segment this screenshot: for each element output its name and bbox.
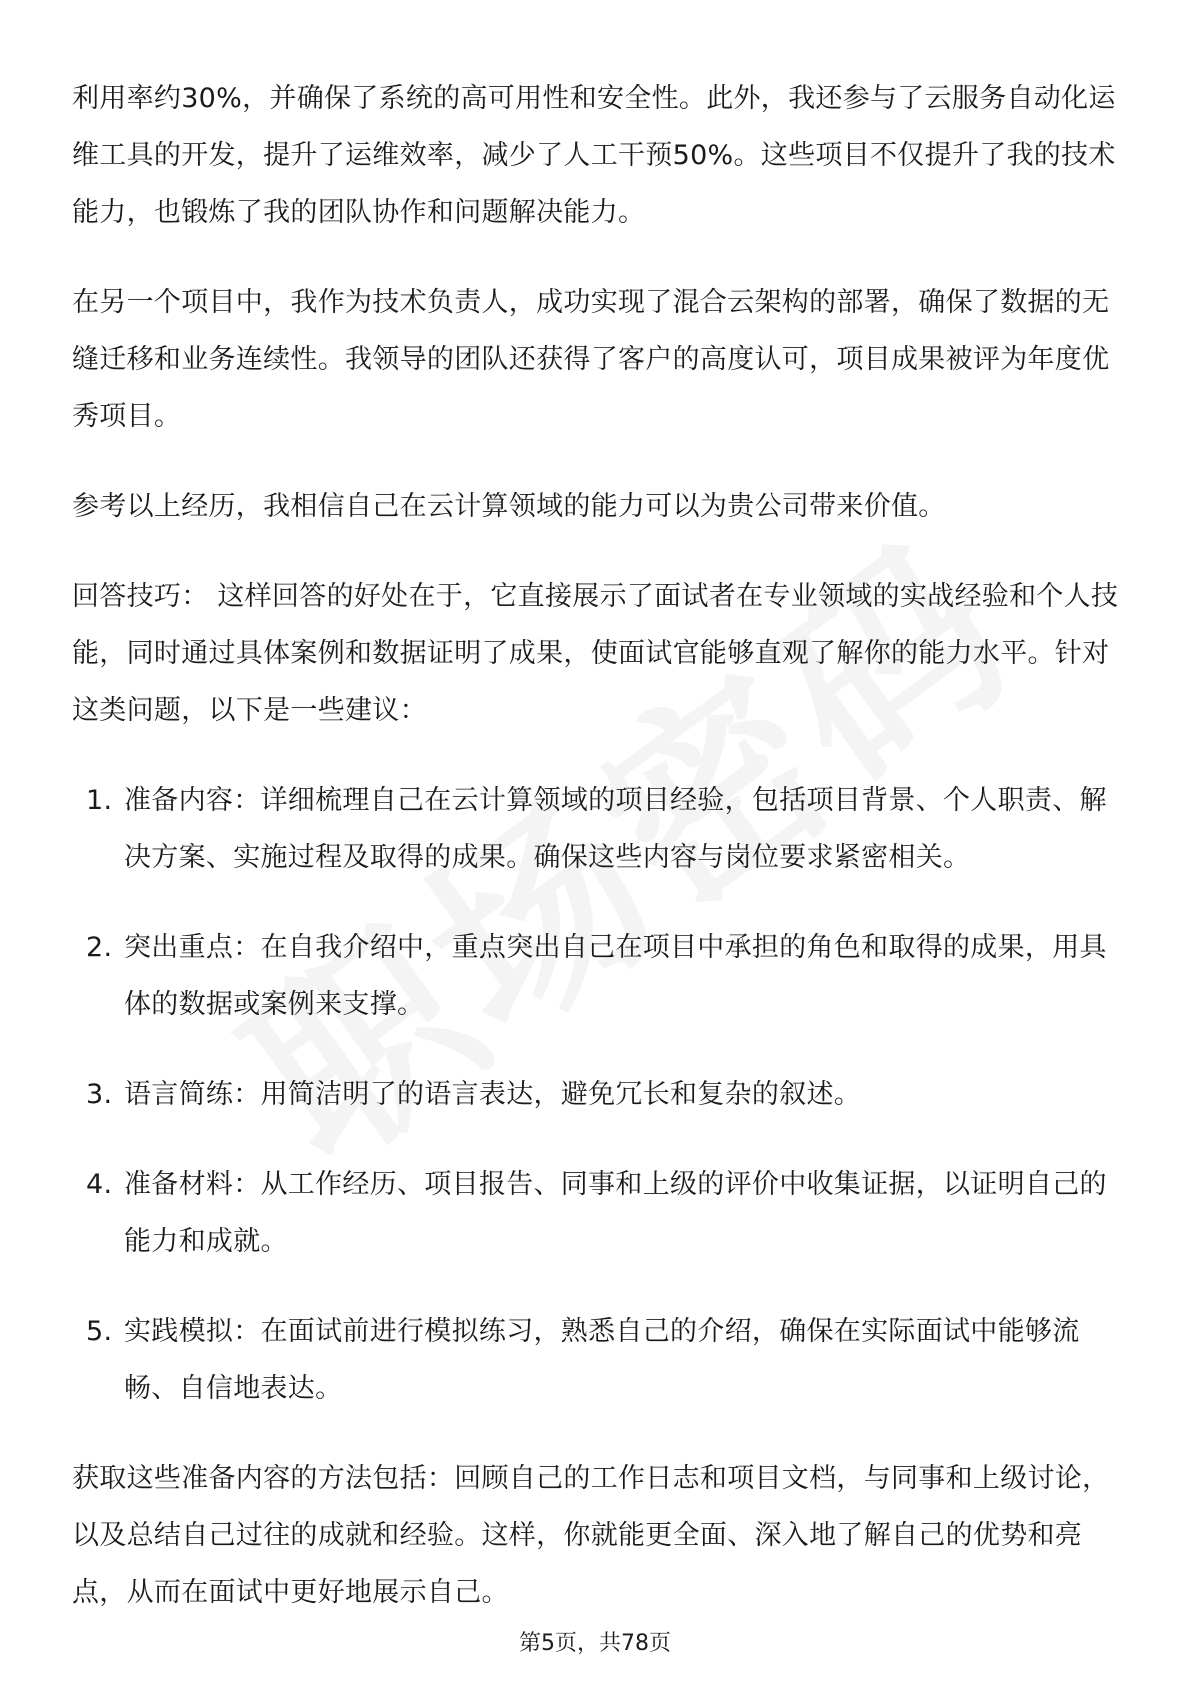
list-item [72,1156,1120,1270]
page-content [72,70,1120,1654]
list-number: 1. [86,785,113,816]
list-text: 突出重点：在自我介绍中，重点突出自己在项目中承担的角色和取得的成果，用具体的数据或案例来支撑。 [124,932,1107,1020]
list-item [72,919,1120,1033]
list-text: 准备内容：详细梳理自己在云计算领域的项目经验，包括项目背景、个人职责、解决方案、实施过程及取得的成果。确保这些内容与岗位要求紧密相关。 [124,785,1107,873]
suggestion-list [72,772,1120,1417]
paragraph-conclusion: 参考以上经历，我相信自己在云计算领域的能力可以为贵公司带来价值。 [72,491,946,522]
paragraph-project-results: 利用率约30%，并确保了系统的高可用性和安全性。此外，我还参与了云服务自动化运维工具的开发，提升了运维效率，减少了人工干预50%。这些项目不仅提升了我的技术能力，也锻炼了我的团队协作和问题解决能力。 [72,83,1116,228]
list-item [72,1303,1120,1417]
list-text: 实践模拟：在面试前进行模拟练习，熟悉自己的介绍，确保在实际面试中能够流畅、自信地表达。 [124,1316,1080,1404]
list-text: 语言简练：用简洁明了的语言表达，避免冗长和复杂的叙述。 [124,1079,862,1110]
list-number: 3. [86,1079,113,1110]
paragraph-hybrid-cloud: 在另一个项目中，我作为技术负责人，成功实现了混合云架构的部署，确保了数据的无缝迁移和业务连续性。我领导的团队还获得了客户的高度认可，项目成果被评为年度优秀项目。 [72,287,1110,432]
list-text: 准备材料：从工作经历、项目报告、同事和上级的评价中收集证据，以证明自己的能力和成就。 [124,1169,1107,1257]
list-number: 4. [86,1169,113,1200]
list-item [72,1066,1120,1123]
page-number: 第5页，共78页 [519,1631,671,1656]
paragraph-answer-tips: 回答技巧： 这样回答的好处在于，它直接展示了面试者在专业领域的实战经验和个人技能，同时通过具体案例和数据证明了成果，使面试官能够直观了解你的能力水平。针对这类问题，以下是一些建议： [72,581,1119,726]
list-item [72,772,1120,886]
paragraph-preparation-methods: 获取这些准备内容的方法包括：回顾自己的工作日志和项目文档，与同事和上级讨论，以及总结自己过往的成就和经验。这样，你就能更全面、深入地了解自己的优势和亮点，从而在面试中更好地展示自己。 [72,1463,1110,1608]
list-number: 2. [86,932,113,963]
list-number: 5. [86,1316,113,1347]
